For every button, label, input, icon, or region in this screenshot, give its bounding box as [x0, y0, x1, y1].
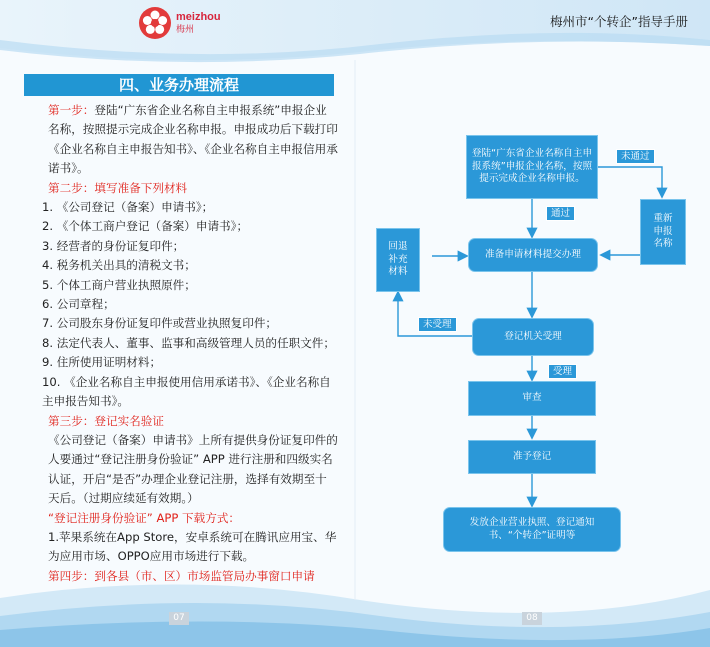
flow-login-box: 登陆“广东省企业名称自主申报系统”申报企业名称，按照提示完成企业名称申报。: [466, 135, 598, 199]
material-item: 7. 公司股东身份证复印件或营业执照复印件；: [42, 316, 278, 331]
material-item: 10. 《企业名称自主申报使用信用承诺书》、《企业名称自主申报告知书》。: [42, 374, 331, 409]
step2-label: 第二步：填写准备下列材料: [48, 180, 188, 195]
material-item: 1. 《公司登记（备案）申请书》；: [42, 200, 214, 215]
flow-accepted-label: 受理: [548, 364, 577, 379]
logo-sub: 梅州: [176, 24, 195, 34]
app-download-text: 1.苹果系统在App Store，安卓系统可在腾讯应用宝、华为应用市场、OPPO应用市场进行下载。: [48, 529, 337, 564]
page-number-left: 07: [169, 612, 189, 625]
logo-main: meizhou: [176, 11, 221, 23]
header-title: 梅州市“个转企”指导手册: [550, 14, 688, 29]
app-download-title: “登记注册身份验证” APP 下载方式：: [48, 510, 241, 525]
flow-issue-box: 发放企业营业执照、登记通知书、“个转企”证明等: [443, 507, 621, 552]
material-item: 6. 公司章程；: [42, 297, 115, 312]
step1-label: 第一步：: [48, 103, 95, 117]
section-title: 四、业务办理流程: [24, 74, 334, 96]
step4-text: 第四步：到各县（市、区）市场监管局办事窗口申请: [48, 568, 315, 583]
flow-not-passed-label: 未通过: [616, 149, 655, 164]
flow-accept-office-box: 登记机关受理: [472, 318, 594, 356]
material-item: 4. 税务机关出具的清税文书；: [42, 258, 196, 273]
step3-text: 《公司登记（备案）申请书》上所有提供身份证复印件的人要通过“登记注册身份验证” APP 进行注册和四级实名认证，开启“是否”办理企业登记注册，选择有效期至十天后。（过期应续延有效期。）: [48, 432, 338, 506]
flow-approve-box: 准予登记: [468, 440, 596, 474]
flow-supplement-box: 回退补充材料: [376, 228, 420, 292]
flow-not-accepted-label: 未受理: [418, 317, 457, 332]
material-item: 5. 个体工商户营业执照原件；: [42, 277, 196, 292]
step3-label: 第三步：登记实名验证: [48, 413, 164, 428]
flow-passed-label: 通过: [546, 206, 575, 221]
material-item: 3. 经营者的身份证复印件；: [42, 238, 185, 253]
flow-prepare-box: 准备申请材料提交办理: [468, 238, 598, 272]
material-item: 2. 《个体工商户登记（备案）申请书》；: [42, 219, 249, 234]
page-number-right: 08: [522, 612, 542, 625]
step1-text: 登陆“广东省企业名称自主申报系统”申报企业名称，按照提示完成企业名称申报。申报成功后下载打印《企业名称自主申报告知书》、《企业名称自主申报信用承诺书》。: [48, 103, 338, 176]
flow-review-box: 审查: [468, 381, 596, 416]
material-item: 8. 法定代表人、董事、监事和高级管理人员的任职文件；: [42, 335, 335, 350]
material-item: 9. 住所使用证明材料；: [42, 355, 162, 370]
flow-reapply-box: 重新申报名称: [640, 199, 686, 265]
